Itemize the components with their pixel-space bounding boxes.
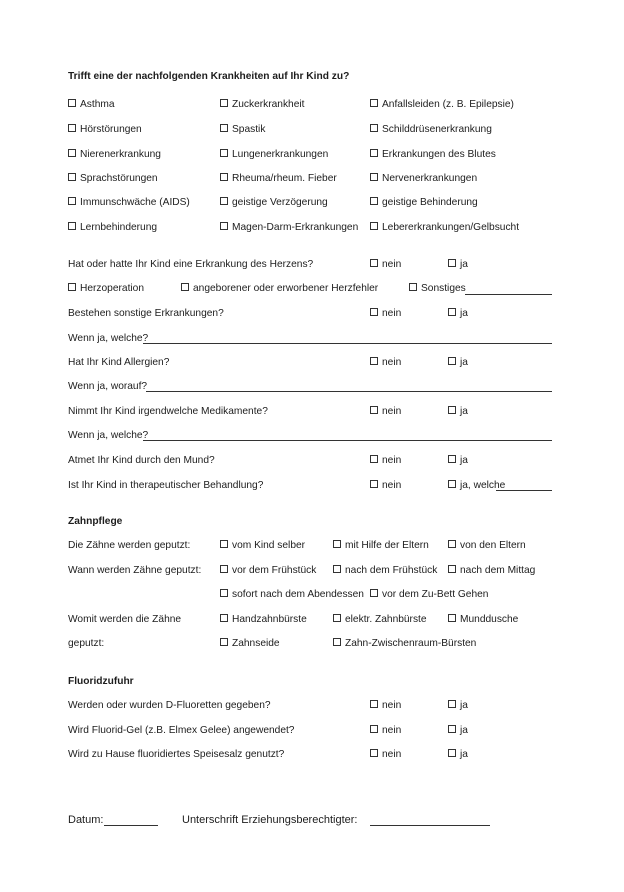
checkbox-lung[interactable]: Lungenerkrankungen (220, 149, 328, 161)
question-fluoride-gel: Wird Fluorid-Gel (z.B. Elmex Gelee) angewendet? (68, 725, 295, 736)
checkbox-square[interactable] (220, 197, 228, 205)
date-field[interactable] (104, 825, 158, 826)
checkbox-rheuma[interactable]: Rheuma/rheum. Fieber (220, 173, 337, 185)
checkbox-square[interactable] (370, 197, 378, 205)
checkbox-after-dinner[interactable]: sofort nach dem Abendessen (220, 589, 364, 601)
checkbox-square[interactable] (448, 749, 456, 757)
other-diseases-no[interactable]: nein (370, 308, 401, 320)
checkbox-asthma[interactable]: Asthma (68, 99, 115, 111)
checkbox-square[interactable] (448, 565, 456, 573)
checkbox-square[interactable] (370, 259, 378, 267)
heart-yes[interactable]: ja (448, 259, 468, 271)
other-diseases-which-label: Wenn ja, welche? (68, 333, 149, 344)
checkbox-square[interactable] (220, 589, 228, 597)
allergies-yes[interactable]: ja (448, 357, 468, 369)
checkbox-square[interactable] (370, 700, 378, 708)
medication-which-label: Wenn ja, welche? (68, 430, 149, 441)
question-fluoride-tablets: Werden oder wurden D-Fluoretten gegeben? (68, 700, 271, 711)
checkbox-heart-surgery[interactable]: Herzoperation (68, 283, 144, 295)
therapy-yes[interactable]: ja, welche (448, 480, 505, 492)
checkbox-square[interactable] (220, 173, 228, 181)
fluoride-tablets-yes[interactable]: ja (448, 700, 468, 712)
signature-label: Unterschrift Erziehungsberechtigter: (182, 814, 358, 826)
mouth-breathing-no[interactable]: nein (370, 455, 401, 467)
dental-heading: Zahnpflege (68, 516, 123, 527)
checkbox-thyroid[interactable]: Schilddrüsenerkrankung (370, 124, 492, 136)
checkbox-square[interactable] (333, 638, 341, 646)
checkbox-square[interactable] (370, 124, 378, 132)
checkbox-square[interactable] (333, 540, 341, 548)
checkbox-square[interactable] (220, 614, 228, 622)
checkbox-brush-child[interactable]: vom Kind selber (220, 540, 305, 552)
checkbox-after-breakfast[interactable]: nach dem Frühstück (333, 565, 437, 577)
checkbox-immune[interactable]: Immunschwäche (AIDS) (68, 197, 190, 209)
checkbox-square[interactable] (68, 173, 76, 181)
checkbox-heart-defect[interactable]: angeborener oder erworbener Herzfehler (181, 283, 378, 295)
checkbox-square[interactable] (333, 614, 341, 622)
checkbox-hearing[interactable]: Hörstörungen (68, 124, 142, 136)
fluoride-heading: Fluoridzufuhr (68, 676, 134, 687)
checkbox-square[interactable] (333, 565, 341, 573)
dental-when-label: Wann werden Zähne geputzt: (68, 565, 202, 576)
medication-no[interactable]: nein (370, 406, 401, 418)
checkbox-square[interactable] (220, 99, 228, 107)
mouth-breathing-yes[interactable]: ja (448, 455, 468, 467)
checkbox-floss[interactable]: Zahnseide (220, 638, 280, 650)
medication-yes[interactable]: ja (448, 406, 468, 418)
checkbox-heart-other[interactable]: Sonstiges (409, 283, 466, 295)
checkbox-blood[interactable]: Erkrankungen des Blutes (370, 149, 496, 161)
checkbox-square[interactable] (448, 725, 456, 733)
fluoride-tablets-no[interactable]: nein (370, 700, 401, 712)
checkbox-interdental[interactable]: Zahn-Zwischenraum-Bürsten (333, 638, 476, 650)
checkbox-speech[interactable]: Sprachstörungen (68, 173, 158, 185)
checkbox-delay[interactable]: geistige Verzögerung (220, 197, 328, 209)
heart-other-field[interactable] (465, 294, 552, 295)
checkbox-square[interactable] (220, 540, 228, 548)
checkbox-square[interactable] (68, 222, 76, 230)
checkbox-square[interactable] (68, 197, 76, 205)
checkbox-square[interactable] (448, 540, 456, 548)
date-label: Datum: (68, 814, 104, 826)
allergies-what-label: Wenn ja, worauf? (68, 381, 148, 392)
therapy-no[interactable]: nein (370, 480, 401, 492)
dental-who-label: Die Zähne werden geputzt: (68, 540, 191, 551)
question-fluoride-salt: Wird zu Hause fluoridiertes Speisesalz genutzt? (68, 749, 285, 760)
checkbox-after-lunch[interactable]: nach dem Mittag (448, 565, 535, 577)
checkbox-learning[interactable]: Lernbehinderung (68, 222, 157, 234)
question-therapy: Ist Ihr Kind in therapeutischer Behandlung? (68, 480, 264, 491)
checkbox-square[interactable] (68, 149, 76, 157)
fluoride-gel-no[interactable]: nein (370, 725, 401, 737)
dental-with-label-2: geputzt: (68, 638, 105, 649)
checkbox-square[interactable] (448, 614, 456, 622)
checkbox-square[interactable] (68, 124, 76, 132)
checkbox-square[interactable] (370, 406, 378, 414)
signature-field[interactable] (370, 825, 490, 826)
checkbox-square[interactable] (220, 638, 228, 646)
checkbox-kidney[interactable]: Nierenerkrankung (68, 149, 161, 161)
checkbox-epilepsy[interactable]: Anfallsleiden (z. B. Epilepsie) (370, 99, 514, 111)
checkbox-square[interactable] (220, 124, 228, 132)
question-allergies: Hat Ihr Kind Allergien? (68, 357, 170, 368)
allergies-no[interactable]: nein (370, 357, 401, 369)
checkbox-diabetes[interactable]: Zuckerkrankheit (220, 99, 304, 111)
fluoride-salt-yes[interactable]: ja (448, 749, 468, 761)
checkbox-square[interactable] (448, 480, 456, 488)
checkbox-brush-parents[interactable]: von den Eltern (448, 540, 526, 552)
allergies-what-field[interactable] (146, 391, 552, 392)
checkbox-square[interactable] (448, 455, 456, 463)
checkbox-before-bed[interactable]: vor dem Zu-Bett Gehen (370, 589, 488, 601)
checkbox-square[interactable] (409, 283, 417, 291)
checkbox-square[interactable] (448, 700, 456, 708)
medication-which-field[interactable] (143, 440, 552, 441)
checkbox-spasticity[interactable]: Spastik (220, 124, 265, 136)
question-other-diseases: Bestehen sonstige Erkrankungen? (68, 308, 224, 319)
dental-with-label-1: Womit werden die Zähne (68, 614, 182, 625)
checkbox-square[interactable] (220, 565, 228, 573)
checkbox-square[interactable] (220, 149, 228, 157)
checkbox-square[interactable] (370, 222, 378, 230)
checkbox-square[interactable] (448, 308, 456, 316)
fluoride-salt-no[interactable]: nein (370, 749, 401, 761)
question-medication: Nimmt Ihr Kind irgendwelche Medikamente? (68, 406, 268, 417)
checkbox-square[interactable] (68, 283, 76, 291)
checkbox-square[interactable] (448, 406, 456, 414)
checkbox-square[interactable] (370, 173, 378, 181)
therapy-which-field[interactable] (496, 490, 552, 491)
other-diseases-yes[interactable]: ja (448, 308, 468, 320)
checkbox-nerves[interactable]: Nervenerkrankungen (370, 173, 477, 185)
checkbox-square[interactable] (448, 357, 456, 365)
checkbox-square[interactable] (68, 99, 76, 107)
heart-no[interactable]: nein (370, 259, 401, 271)
checkbox-disability[interactable]: geistige Behinderung (370, 197, 478, 209)
checkbox-gastro[interactable]: Magen-Darm-Erkrankungen (220, 222, 358, 234)
checkbox-square[interactable] (220, 222, 228, 230)
checkbox-square[interactable] (448, 259, 456, 267)
diseases-heading: Trifft eine der nachfolgenden Krankheiten auf Ihr Kind zu? (68, 71, 350, 82)
checkbox-square[interactable] (370, 308, 378, 316)
fluoride-gel-yes[interactable]: ja (448, 725, 468, 737)
question-mouth-breathing: Atmet Ihr Kind durch den Mund? (68, 455, 215, 466)
checkbox-square[interactable] (370, 725, 378, 733)
other-diseases-which-field[interactable] (143, 343, 552, 344)
checkbox-square[interactable] (370, 455, 378, 463)
checkbox-water-jet[interactable]: Munddusche (448, 614, 518, 626)
question-heart: Hat oder hatte Ihr Kind eine Erkrankung des Herzens? (68, 259, 314, 270)
checkbox-square[interactable] (370, 99, 378, 107)
checkbox-brush-help[interactable]: mit Hilfe der Eltern (333, 540, 429, 552)
checkbox-square[interactable] (370, 357, 378, 365)
checkbox-manual-brush[interactable]: Handzahnbürste (220, 614, 307, 626)
checkbox-square[interactable] (181, 283, 189, 291)
checkbox-square[interactable] (370, 749, 378, 757)
checkbox-electric-brush[interactable]: elektr. Zahnbürste (333, 614, 427, 626)
checkbox-square[interactable] (370, 149, 378, 157)
checkbox-square[interactable] (370, 589, 378, 597)
checkbox-liver[interactable]: Lebererkrankungen/Gelbsucht (370, 222, 519, 234)
checkbox-before-breakfast[interactable]: vor dem Frühstück (220, 565, 316, 577)
checkbox-square[interactable] (370, 480, 378, 488)
